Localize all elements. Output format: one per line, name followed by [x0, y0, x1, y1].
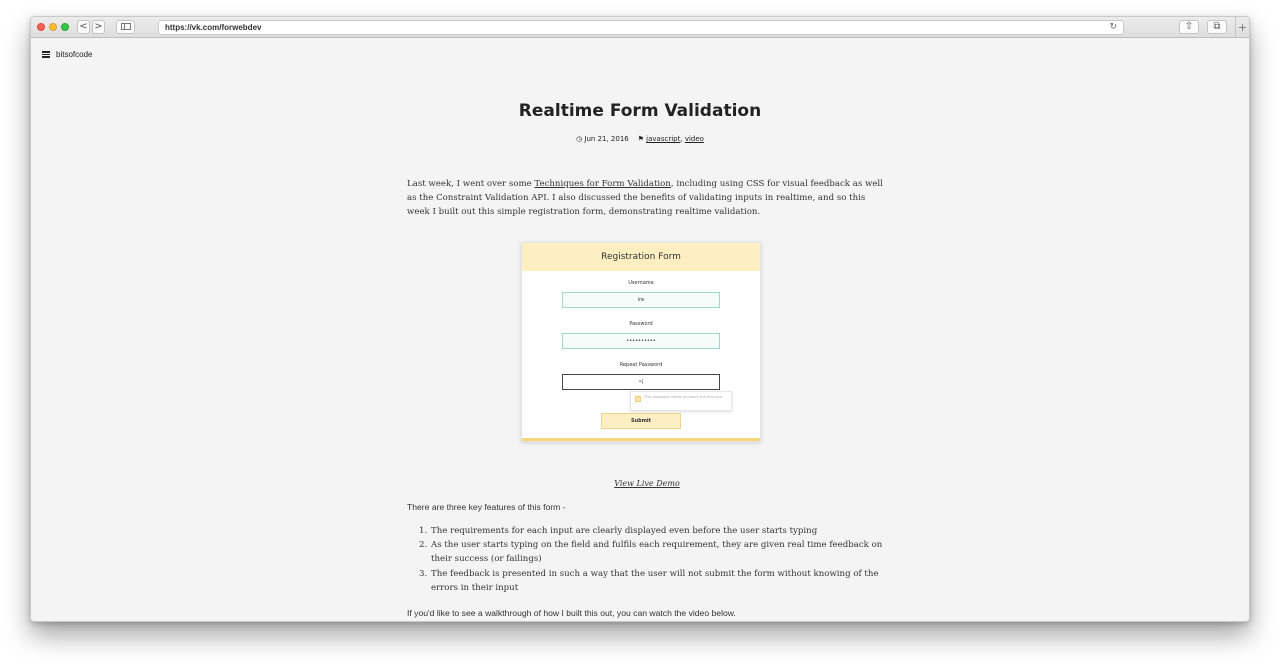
tag-link-video[interactable]: video — [684, 135, 704, 143]
reload-icon[interactable]: ↻ — [1109, 22, 1117, 32]
list-item-number: 1. — [419, 526, 428, 536]
list-item — [407, 538, 887, 566]
back-button[interactable] — [77, 20, 90, 34]
browser-toolbar — [31, 17, 1249, 38]
tooltip-text: This password needs to match the first one — [644, 395, 722, 399]
address-bar[interactable] — [158, 20, 1124, 35]
live-demo-link-wrap — [407, 479, 887, 488]
url-text: https://vk.com/forwebdev — [165, 23, 262, 32]
clock-icon: ◷ — [576, 135, 583, 143]
post-date: Jun 21, 2016 — [584, 135, 629, 143]
submit-button: Submit — [601, 413, 681, 429]
post-title: Realtime Form Validation — [518, 101, 762, 121]
intro-text-start: Last week, I went over some — [407, 179, 535, 189]
validation-tooltip — [630, 391, 732, 411]
outro-paragraph: If you'd like to see a walkthrough of how I built this out, you can watch the video below. — [407, 608, 736, 618]
repeat-password-field: •| — [562, 374, 720, 390]
new-tab-button[interactable] — [1235, 17, 1249, 38]
sidebar-toggle-button[interactable] — [116, 20, 135, 34]
site-name[interactable]: bitsofcode — [56, 50, 93, 59]
tabs-icon: ⧉ — [1213, 21, 1221, 32]
close-window-button[interactable] — [37, 23, 45, 31]
list-item-text: As the user starts typing on the field and fulfils each requirement, they are given real time feedback on their success (or failings) — [431, 540, 883, 565]
plus-icon: + — [1237, 21, 1248, 34]
password-label: Password — [629, 321, 653, 327]
demo-screenshot — [521, 242, 761, 442]
chevron-right-icon: > — [94, 21, 103, 32]
minimize-window-button[interactable] — [49, 23, 57, 31]
menu-icon[interactable] — [42, 51, 50, 58]
repeat-password-label: Repeat Password — [619, 362, 663, 368]
intro-text-end: , including using CSS for visual feedback as well as the Constraint Validation API. I also discussed the benefits of validating inputs in realtime, and so this week I built out this simple registration form, demonstrating realtime validation. — [407, 179, 883, 218]
warning-icon — [635, 396, 641, 402]
chevron-left-icon: < — [79, 21, 88, 32]
intro-paragraph — [407, 177, 887, 220]
live-demo-link[interactable]: View Live Demo — [614, 479, 680, 488]
list-item-number: 2. — [419, 540, 428, 551]
list-item-text: The feedback is presented in such a way that the user will not submit the form without knowing of the errors in their input — [431, 568, 879, 593]
password-field: •••••••••• — [562, 333, 720, 349]
page-content — [31, 39, 1249, 622]
username-label: Username — [628, 280, 654, 286]
tag-link-javascript[interactable]: javascript — [646, 135, 681, 143]
post-body — [407, 177, 887, 220]
post-meta — [31, 135, 1249, 143]
browser-window — [30, 16, 1250, 622]
tag-icon: ⚑ — [637, 135, 644, 143]
share-button[interactable] — [1179, 20, 1199, 34]
site-header — [42, 50, 92, 59]
zoom-window-button[interactable] — [61, 23, 69, 31]
tabs-overview-button[interactable] — [1207, 20, 1227, 34]
share-icon: ⇧ — [1184, 21, 1194, 32]
features-intro: There are three key features of this form - — [407, 502, 566, 512]
list-item — [407, 567, 887, 595]
list-item-text: The requirements for each input are clearly displayed even before the user starts typing — [431, 526, 818, 536]
list-item — [407, 524, 887, 538]
feature-list — [407, 524, 887, 595]
sidebar-icon — [121, 23, 131, 30]
forward-button[interactable] — [92, 20, 105, 34]
window-controls — [37, 23, 69, 31]
username-field: ire — [562, 292, 720, 308]
list-item-number: 3. — [419, 568, 428, 579]
form-footer-bar — [522, 438, 760, 441]
form-title: Registration Form — [522, 243, 760, 271]
tag-separator: , — [680, 135, 685, 143]
techniques-link[interactable]: Techniques for Form Validation — [534, 179, 671, 189]
